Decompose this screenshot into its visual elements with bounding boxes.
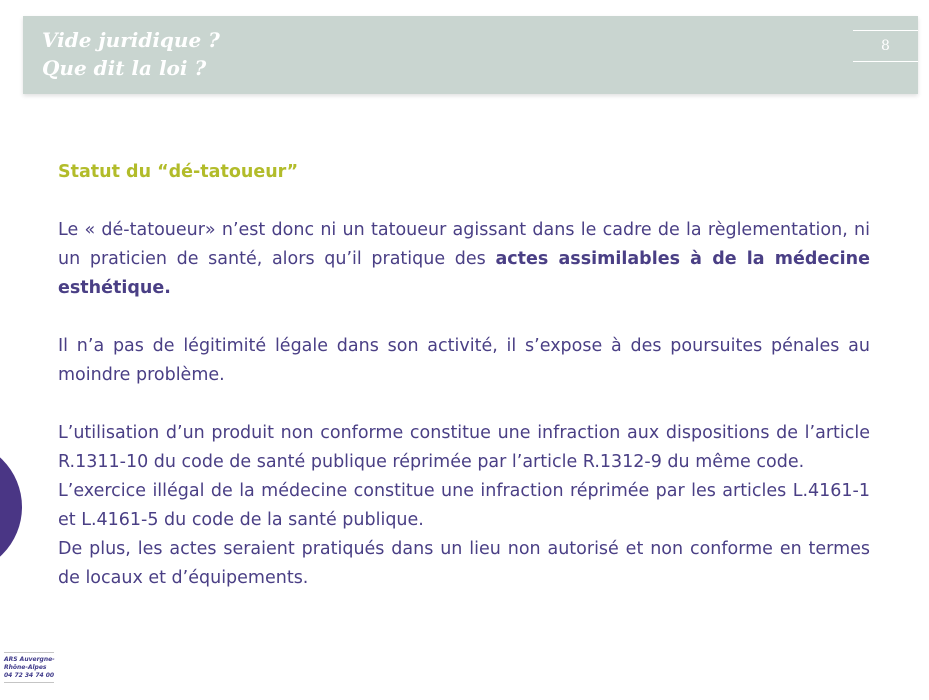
paragraph-product-infraction: L’utilisation d’un produit non conforme constitue une infraction aux dispositions de l’article R.1311-10 du code de santé publique réprimée par l’article R.1312-9 du même code. (58, 423, 870, 472)
paragraph-status-emphasis: actes assimilables à de la médecine esthétique. (58, 249, 870, 298)
slide-title-line-1: Vide juridique ? (42, 28, 220, 52)
ars-logo-line-2: Rhône-Alpes (4, 664, 47, 671)
ars-logo-line-1: ARS Auvergne- (4, 656, 55, 663)
ars-logo-phone: 04 72 34 74 00 (4, 672, 55, 679)
slide-title-line-2: Que dit la loi ? (42, 56, 207, 80)
ars-logo (4, 652, 54, 683)
slide-header (23, 16, 918, 94)
paragraph-illegal-practice: L’exercice illégal de la médecine constitue une infraction réprimée par les articles L.4161-1 et L.4161-5 du code de la santé publique. (58, 481, 870, 530)
slide-title (42, 26, 220, 82)
decorative-circle (0, 440, 22, 574)
paragraph-status (58, 216, 870, 303)
page-number: 8 (853, 30, 918, 62)
section-title: Statut du “dé-tatoueur” (58, 162, 299, 182)
paragraph-legitimacy: Il n’a pas de légitimité légale dans son activité, il s’expose à des poursuites pénales au moindre problème. (58, 336, 870, 385)
paragraph-premises: De plus, les actes seraient pratiqués dans un lieu non autorisé et non conforme en termes de locaux et d’équipements. (58, 539, 870, 588)
slide-content (58, 158, 870, 593)
paragraph-status-text: Le « dé-tatoueur» n’est donc ni un tatoueur agissant dans le cadre de la règlementation, ni un praticien de santé, alors qu’il pratique des (58, 220, 870, 269)
